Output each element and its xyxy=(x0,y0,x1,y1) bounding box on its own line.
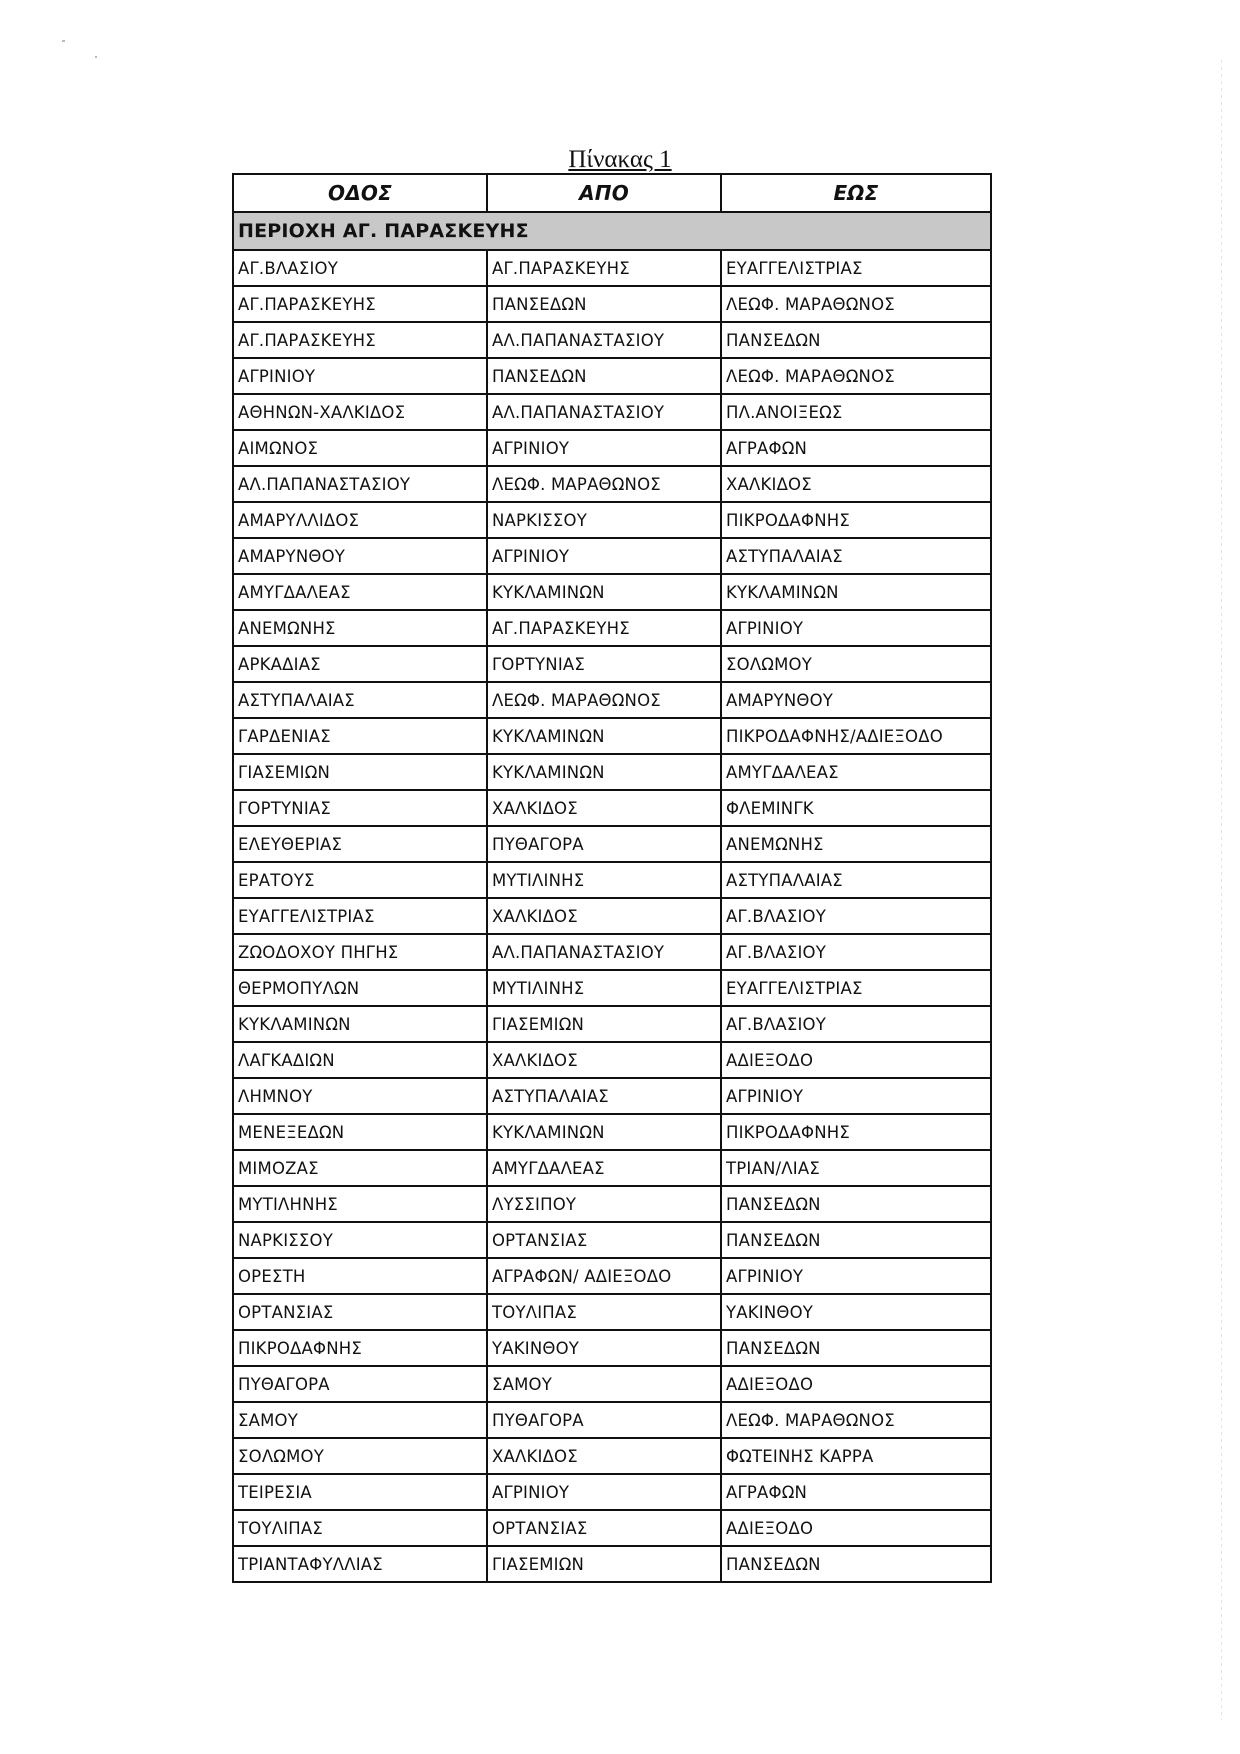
street-cell: ΑΓ.ΒΛΑΣΙΟΥ xyxy=(233,250,487,286)
street-cell: ΜΥΤΙΛΗΝΗΣ xyxy=(233,1186,487,1222)
from-cell: ΚΥΚΛΑΜΙΝΩΝ xyxy=(487,1114,721,1150)
table-row xyxy=(233,934,991,970)
table-row xyxy=(233,538,991,574)
from-cell: ΛΕΩΦ. ΜΑΡΑΘΩΝΟΣ xyxy=(487,682,721,718)
table-row xyxy=(233,826,991,862)
from-cell: ΠΥΘΑΓΟΡΑ xyxy=(487,826,721,862)
to-cell: ΑΓΡΙΝΙΟΥ xyxy=(721,1258,991,1294)
from-cell: ΜΥΤΙΛΙΝΗΣ xyxy=(487,970,721,1006)
to-cell: ΠΛ.ΑΝΟΙΞΕΩΣ xyxy=(721,394,991,430)
table-row xyxy=(233,1546,991,1582)
street-cell: ΟΡΤΑΝΣΙΑΣ xyxy=(233,1294,487,1330)
street-cell: ΖΩΟΔΟΧΟΥ ΠΗΓΗΣ xyxy=(233,934,487,970)
table-row xyxy=(233,1366,991,1402)
header-street: ΟΔΟΣ xyxy=(233,174,487,212)
to-cell: ΑΣΤΥΠΑΛΑΙΑΣ xyxy=(721,538,991,574)
from-cell: ΑΛ.ΠΑΠΑΝΑΣΤΑΣΙΟΥ xyxy=(487,394,721,430)
from-cell: ΑΓΡΑΦΩΝ/ ΑΔΙΕΞΟΔΟ xyxy=(487,1258,721,1294)
from-cell: ΑΓΡΙΝΙΟΥ xyxy=(487,538,721,574)
to-cell: ΠΑΝΣΕΔΩΝ xyxy=(721,1186,991,1222)
to-cell: ΑΓ.ΒΛΑΣΙΟΥ xyxy=(721,934,991,970)
table-row xyxy=(233,1006,991,1042)
from-cell: ΑΓΡΙΝΙΟΥ xyxy=(487,1474,721,1510)
to-cell: ΑΜΥΓΔΑΛΕΑΣ xyxy=(721,754,991,790)
street-cell: ΑΡΚΑΔΙΑΣ xyxy=(233,646,487,682)
to-cell: ΕΥΑΓΓΕΛΙΣΤΡΙΑΣ xyxy=(721,250,991,286)
to-cell: ΠΙΚΡΟΔΑΦΝΗΣ xyxy=(721,502,991,538)
table-row xyxy=(233,1222,991,1258)
streets-table xyxy=(232,173,992,1583)
from-cell: ΟΡΤΑΝΣΙΑΣ xyxy=(487,1510,721,1546)
table-row xyxy=(233,1330,991,1366)
to-cell: ΚΥΚΛΑΜΙΝΩΝ xyxy=(721,574,991,610)
to-cell: ΑΓΡΙΝΙΟΥ xyxy=(721,1078,991,1114)
table-row xyxy=(233,394,991,430)
from-cell: ΓΙΑΣΕΜΙΩΝ xyxy=(487,1006,721,1042)
to-cell: ΦΛΕΜΙΝΓΚ xyxy=(721,790,991,826)
to-cell: ΑΔΙΕΞΟΔΟ xyxy=(721,1042,991,1078)
street-cell: ΘΕΡΜΟΠΥΛΩΝ xyxy=(233,970,487,1006)
from-cell: ΥΑΚΙΝΘΟΥ xyxy=(487,1330,721,1366)
street-cell: ΛΗΜΝΟΥ xyxy=(233,1078,487,1114)
from-cell: ΧΑΛΚΙΔΟΣ xyxy=(487,790,721,826)
street-cell: ΕΥΑΓΓΕΛΙΣΤΡΙΑΣ xyxy=(233,898,487,934)
street-cell: ΣΑΜΟΥ xyxy=(233,1402,487,1438)
from-cell: ΑΓ.ΠΑΡΑΣΚΕΥΗΣ xyxy=(487,250,721,286)
scan-edge-mark xyxy=(1221,60,1222,1720)
street-cell: ΠΥΘΑΓΟΡΑ xyxy=(233,1366,487,1402)
to-cell: ΠΙΚΡΟΔΑΦΝΗΣ/ΑΔΙΕΞΟΔΟ xyxy=(721,718,991,754)
street-cell: ΜΙΜΟΖΑΣ xyxy=(233,1150,487,1186)
from-cell: ΟΡΤΑΝΣΙΑΣ xyxy=(487,1222,721,1258)
header-to: ΕΩΣ xyxy=(721,174,991,212)
to-cell: ΠΙΚΡΟΔΑΦΝΗΣ xyxy=(721,1114,991,1150)
to-cell: ΑΔΙΕΞΟΔΟ xyxy=(721,1366,991,1402)
street-cell: ΑΜΥΓΔΑΛΕΑΣ xyxy=(233,574,487,610)
to-cell: ΥΑΚΙΝΘΟΥ xyxy=(721,1294,991,1330)
from-cell: ΓΟΡΤΥΝΙΑΣ xyxy=(487,646,721,682)
from-cell: ΧΑΛΚΙΔΟΣ xyxy=(487,898,721,934)
to-cell: ΑΓΡΙΝΙΟΥ xyxy=(721,610,991,646)
from-cell: ΑΜΥΓΔΑΛΕΑΣ xyxy=(487,1150,721,1186)
table-row xyxy=(233,646,991,682)
street-cell: ΑΣΤΥΠΑΛΑΙΑΣ xyxy=(233,682,487,718)
to-cell: ΑΣΤΥΠΑΛΑΙΑΣ xyxy=(721,862,991,898)
to-cell: ΛΕΩΦ. ΜΑΡΑΘΩΝΟΣ xyxy=(721,286,991,322)
table-row xyxy=(233,682,991,718)
table-row xyxy=(233,1294,991,1330)
to-cell: ΠΑΝΣΕΔΩΝ xyxy=(721,322,991,358)
scan-speck xyxy=(62,40,65,42)
table-row xyxy=(233,286,991,322)
table-row xyxy=(233,574,991,610)
to-cell: ΧΑΛΚΙΔΟΣ xyxy=(721,466,991,502)
header-from: ΑΠΟ xyxy=(487,174,721,212)
street-cell: ΓΙΑΣΕΜΙΩΝ xyxy=(233,754,487,790)
street-cell: ΛΑΓΚΑΔΙΩΝ xyxy=(233,1042,487,1078)
to-cell: ΑΔΙΕΞΟΔΟ xyxy=(721,1510,991,1546)
scan-speck xyxy=(95,56,97,58)
to-cell: ΠΑΝΣΕΔΩΝ xyxy=(721,1222,991,1258)
from-cell: ΚΥΚΛΑΜΙΝΩΝ xyxy=(487,718,721,754)
to-cell: ΠΑΝΣΕΔΩΝ xyxy=(721,1546,991,1582)
from-cell: ΠΑΝΣΕΔΩΝ xyxy=(487,358,721,394)
from-cell: ΛΕΩΦ. ΜΑΡΑΘΩΝΟΣ xyxy=(487,466,721,502)
street-cell: ΤΟΥΛΙΠΑΣ xyxy=(233,1510,487,1546)
from-cell: ΧΑΛΚΙΔΟΣ xyxy=(487,1042,721,1078)
from-cell: ΝΑΡΚΙΣΣΟΥ xyxy=(487,502,721,538)
table-row xyxy=(233,1474,991,1510)
to-cell: ΦΩΤΕΙΝΗΣ ΚΑΡΡΑ xyxy=(721,1438,991,1474)
header-row xyxy=(233,174,991,212)
street-cell: ΕΡΑΤΟΥΣ xyxy=(233,862,487,898)
street-cell: ΕΛΕΥΘΕΡΙΑΣ xyxy=(233,826,487,862)
to-cell: ΑΓΡΑΦΩΝ xyxy=(721,1474,991,1510)
from-cell: ΧΑΛΚΙΔΟΣ xyxy=(487,1438,721,1474)
to-cell: ΣΟΛΩΜΟΥ xyxy=(721,646,991,682)
table-row xyxy=(233,610,991,646)
street-cell: ΝΑΡΚΙΣΣΟΥ xyxy=(233,1222,487,1258)
to-cell: ΠΑΝΣΕΔΩΝ xyxy=(721,1330,991,1366)
to-cell: ΛΕΩΦ. ΜΑΡΑΘΩΝΟΣ xyxy=(721,1402,991,1438)
from-cell: ΑΓ.ΠΑΡΑΣΚΕΥΗΣ xyxy=(487,610,721,646)
street-cell: ΑΓΡΙΝΙΟΥ xyxy=(233,358,487,394)
table-row xyxy=(233,1402,991,1438)
street-cell: ΑΘΗΝΩΝ-ΧΑΛΚΙΔΟΣ xyxy=(233,394,487,430)
region-label: ΠΕΡΙΟΧΗ ΑΓ. ΠΑΡΑΣΚΕΥΗΣ xyxy=(233,212,991,250)
table-row xyxy=(233,898,991,934)
from-cell: ΜΥΤΙΛΙΝΗΣ xyxy=(487,862,721,898)
table-row xyxy=(233,430,991,466)
to-cell: ΑΜΑΡΥΝΘΟΥ xyxy=(721,682,991,718)
from-cell: ΠΑΝΣΕΔΩΝ xyxy=(487,286,721,322)
street-cell: ΚΥΚΛΑΜΙΝΩΝ xyxy=(233,1006,487,1042)
table-row xyxy=(233,250,991,286)
to-cell: ΤΡΙΑΝ/ΛΙΑΣ xyxy=(721,1150,991,1186)
to-cell: ΕΥΑΓΓΕΛΙΣΤΡΙΑΣ xyxy=(721,970,991,1006)
table-row xyxy=(233,1186,991,1222)
to-cell: ΑΓΡΑΦΩΝ xyxy=(721,430,991,466)
table-row xyxy=(233,1510,991,1546)
to-cell: ΑΓ.ΒΛΑΣΙΟΥ xyxy=(721,898,991,934)
to-cell: ΑΝΕΜΩΝΗΣ xyxy=(721,826,991,862)
from-cell: ΑΛ.ΠΑΠΑΝΑΣΤΑΣΙΟΥ xyxy=(487,322,721,358)
street-cell: ΑΙΜΩΝΟΣ xyxy=(233,430,487,466)
to-cell: ΛΕΩΦ. ΜΑΡΑΘΩΝΟΣ xyxy=(721,358,991,394)
street-cell: ΠΙΚΡΟΔΑΦΝΗΣ xyxy=(233,1330,487,1366)
from-cell: ΛΥΣΣΙΠΟΥ xyxy=(487,1186,721,1222)
to-cell: ΑΓ.ΒΛΑΣΙΟΥ xyxy=(721,1006,991,1042)
from-cell: ΤΟΥΛΙΠΑΣ xyxy=(487,1294,721,1330)
from-cell: ΣΑΜΟΥ xyxy=(487,1366,721,1402)
street-cell: ΑΓ.ΠΑΡΑΣΚΕΥΗΣ xyxy=(233,286,487,322)
street-cell: ΤΡΙΑΝΤΑΦΥΛΛΙΑΣ xyxy=(233,1546,487,1582)
from-cell: ΑΛ.ΠΑΠΑΝΑΣΤΑΣΙΟΥ xyxy=(487,934,721,970)
street-cell: ΓΟΡΤΥΝΙΑΣ xyxy=(233,790,487,826)
table-row xyxy=(233,970,991,1006)
from-cell: ΠΥΘΑΓΟΡΑ xyxy=(487,1402,721,1438)
table-row xyxy=(233,1042,991,1078)
table-title: Πίνακας 1 xyxy=(568,146,672,173)
street-cell: ΣΟΛΩΜΟΥ xyxy=(233,1438,487,1474)
table-row xyxy=(233,1258,991,1294)
street-cell: ΑΜΑΡΥΝΘΟΥ xyxy=(233,538,487,574)
street-cell: ΑΜΑΡΥΛΛΙΔΟΣ xyxy=(233,502,487,538)
table-row xyxy=(233,466,991,502)
region-row xyxy=(233,212,991,250)
from-cell: ΚΥΚΛΑΜΙΝΩΝ xyxy=(487,574,721,610)
table-row xyxy=(233,718,991,754)
from-cell: ΑΓΡΙΝΙΟΥ xyxy=(487,430,721,466)
table-row xyxy=(233,358,991,394)
street-cell: ΑΛ.ΠΑΠΑΝΑΣΤΑΣΙΟΥ xyxy=(233,466,487,502)
street-cell: ΑΝΕΜΩΝΗΣ xyxy=(233,610,487,646)
street-cell: ΤΕΙΡΕΣΙΑ xyxy=(233,1474,487,1510)
table-row xyxy=(233,1114,991,1150)
street-cell: ΓΑΡΔΕΝΙΑΣ xyxy=(233,718,487,754)
table-row xyxy=(233,1078,991,1114)
from-cell: ΚΥΚΛΑΜΙΝΩΝ xyxy=(487,754,721,790)
table-row xyxy=(233,502,991,538)
from-cell: ΑΣΤΥΠΑΛΑΙΑΣ xyxy=(487,1078,721,1114)
street-cell: ΜΕΝΕΞΕΔΩΝ xyxy=(233,1114,487,1150)
table-row xyxy=(233,322,991,358)
table-row xyxy=(233,1150,991,1186)
table-row xyxy=(233,1438,991,1474)
street-cell: ΑΓ.ΠΑΡΑΣΚΕΥΗΣ xyxy=(233,322,487,358)
table-row xyxy=(233,754,991,790)
table-row xyxy=(233,790,991,826)
from-cell: ΓΙΑΣΕΜΙΩΝ xyxy=(487,1546,721,1582)
street-cell: ΟΡΕΣΤΗ xyxy=(233,1258,487,1294)
table-row xyxy=(233,862,991,898)
